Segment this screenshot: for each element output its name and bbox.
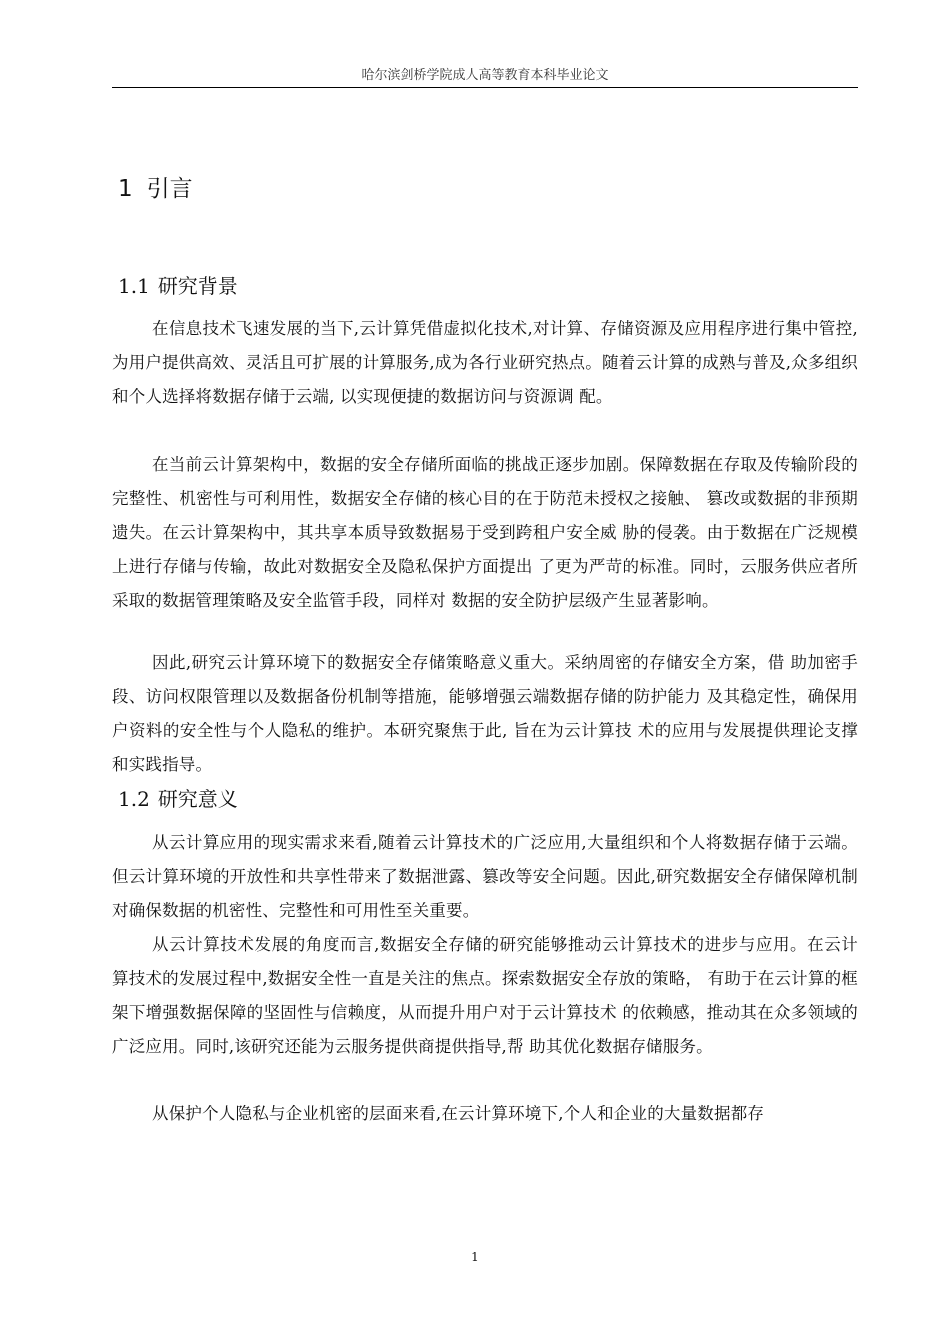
chapter-title-text: 引言 [146,176,193,202]
chapter-title [118,172,193,206]
section-number: 1.1 [118,274,150,298]
section-heading-background [118,271,238,301]
page-header: 哈尔滨剑桥学院成人高等教育本科毕业论文 [361,68,609,83]
section-number: 1.2 [118,787,150,811]
paragraph: 从云计算技术发展的角度而言,数据安全存储的研究能够推动云计算技术的进步与应用。在云计算技术的发展过程中,数据安全性一直是关注的焦点。探索数据安全存放的策略， 有助于在云计算的框架下增强数据保障的坚固性与信赖度，从而提升用户对于云计算技术 的依赖感，推动其在众多领域的广泛应用。同时,该研究还能为云服务提供商提供指导,帮 助其优化数据存储服务。 [112,935,858,1056]
paragraph: 从云计算应用的现实需求来看,随着云计算技术的广泛应用,大量组织和个人将数据存储于云端。但云计算环境的开放性和共享性带来了数据泄露、篡改等安全问题。因此,研究数据安全存储保障机制对确保数据的机密性、完整性和可用性至关重要。 [112,833,858,920]
paragraph: 在当前云计算架构中，数据的安全存储所面临的挑战正逐步加剧。保障数据在存取及传输阶段的完整性、机密性与可利用性，数据安全存储的核心目的在于防范未授权之接触、 篡改或数据的非预期遗失。在云计算架构中，其共享本质导致数据易于受到跨租户安全威 胁的侵袭。由于数据在广泛规模上进行存储与传输，故此对数据安全及隐私保护方面提出 了更为严苛的标准。同时，云服务供应者所采取的数据管理策略及安全监管手段，同样对 数据的安全防护层级产生显著影响。 [112,455,858,610]
section-title: 研究意义 [157,787,238,811]
section-title: 研究背景 [157,274,238,298]
header-rule [112,87,858,88]
section-heading-significance [118,784,238,814]
paragraph: 在信息技术飞速发展的当下,云计算凭借虚拟化技术,对计算、存储资源及应用程序进行集中管控,为用户提供高效、灵活且可扩展的计算服务,成为各行业研究热点。随着云计算的成熟与普及,众多组织和个人选择将数据存储于云端, 以实现便捷的数据访问与资源调 配。 [112,319,858,406]
paragraph: 因此,研究云计算环境下的数据安全存储策略意义重大。采纳周密的存储安全方案，借 助加密手段、访问权限管理以及数据备份机制等措施，能够增强云端数据存储的防护能力 及其稳定性，确保用户资料的安全性与个人隐私的维护。本研究聚焦于此, 旨在为云计算技 术的应用与发展提供理论支撑和实践指导。 [112,653,858,774]
page-number: 1 [471,1250,479,1264]
paragraph: 从保护个人隐私与企业机密的层面来看,在云计算环境下,个人和企业的大量数据都存 [152,1104,765,1123]
chapter-number: 1 [118,176,133,202]
